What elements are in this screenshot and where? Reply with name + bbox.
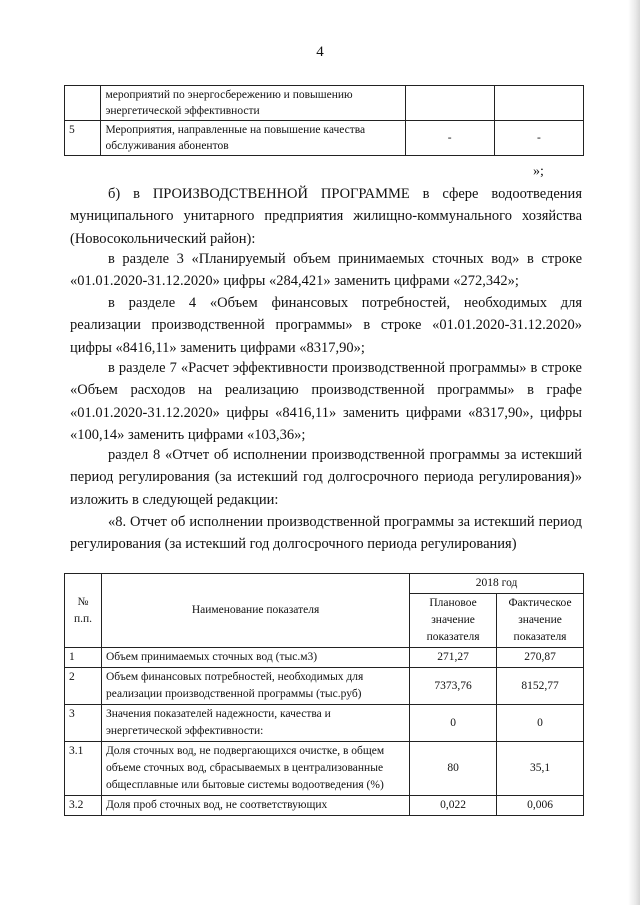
plan-value — [405, 86, 494, 121]
row-number: 3 — [65, 705, 102, 742]
measures-table-continuation — [64, 85, 584, 156]
fact-value: - — [494, 121, 583, 156]
paragraph-section-4: в разделе 4 «Объем финансовых потребностей, необходимых для реализации производственной программы» в строке «01.01.2020-31.12.2020» цифры «8416,11» заменить цифрами «8317,90»; — [70, 295, 582, 356]
fact-value: 8152,77 — [497, 668, 584, 705]
table-row — [65, 648, 584, 668]
fact-value: 270,87 — [497, 648, 584, 668]
plan-value: 0,022 — [410, 796, 497, 816]
row-number: 3.1 — [65, 742, 102, 796]
fact-value — [494, 86, 583, 121]
table-row — [65, 121, 584, 156]
measure-name: Мероприятия, направленные на повышение качества обслуживания абонентов — [101, 121, 405, 156]
header-name: Наименование показателя — [101, 574, 409, 648]
plan-value: - — [405, 121, 494, 156]
table-row — [65, 668, 584, 705]
row-number — [65, 86, 101, 121]
plan-value: 7373,76 — [410, 668, 497, 705]
indicator-name: Объем принимаемых сточных вод (тыс.м3) — [101, 648, 409, 668]
fact-value: 35,1 — [497, 742, 584, 796]
indicator-name: Доля проб сточных вод, не соответствующих — [101, 796, 409, 816]
table-header-row — [65, 574, 584, 594]
closing-quote: »; — [533, 164, 544, 179]
header-fact: Фактическое значение показателя — [497, 594, 584, 648]
header-plan: Плановое значение показателя — [410, 594, 497, 648]
table-row — [65, 742, 584, 796]
paragraph-section-8: раздел 8 «Отчет об исполнении производственной программы за истекший период регулирования (за истекший год долгосрочного периода регулирования)» изложить в следующей редакции: — [70, 447, 582, 508]
fact-value: 0,006 — [497, 796, 584, 816]
page-number: 4 — [316, 44, 324, 60]
header-year: 2018 год — [410, 574, 584, 594]
scan-edge-shadow — [628, 0, 640, 905]
table-row — [65, 705, 584, 742]
paragraph-program-header: б) в ПРОИЗВОДСТВЕННОЙ ПРОГРАММЕ в сфере водоотведения муниципального унитарного предприятия жилищно-коммунального хозяйства (Новосокольнический район): — [70, 186, 582, 247]
row-number: 3.2 — [65, 796, 102, 816]
table-row — [65, 86, 584, 121]
row-number: 5 — [65, 121, 101, 156]
paragraph-section-3: в разделе 3 «Планируемый объем принимаемых сточных вод» в строке «01.01.2020-31.12.2020» цифры «284,421» заменить цифрами «272,342»; — [70, 251, 582, 290]
row-number: 2 — [65, 668, 102, 705]
plan-value: 80 — [410, 742, 497, 796]
indicator-name: Объем финансовых потребностей, необходимых для реализации производственной программы (тыс.руб) — [101, 668, 409, 705]
fact-value: 0 — [497, 705, 584, 742]
paragraph-report-title: «8. Отчет об исполнении производственной программы за истекший период регулирования (за истекший год долгосрочного периода регулирования) — [70, 514, 582, 553]
paragraph-section-7: в разделе 7 «Расчет эффективности производственной программы» в строке «Объем расходов на реализацию производственной программы» в графе «01.01.2020-31.12.2020» цифры «8416,11» заменить цифрами «8317,90», цифры «100,14» заменить цифрами «103,36»; — [70, 360, 582, 443]
measure-name: мероприятий по энергосбережению и повышению энергетической эффективности — [101, 86, 405, 121]
plan-value: 271,27 — [410, 648, 497, 668]
report-table — [64, 573, 584, 816]
table-row — [65, 796, 584, 816]
indicator-name: Доля сточных вод, не подвергающихся очистке, в общем объеме сточных вод, сбрасываемых в централизованные общесплавные или бытовые системы водоотведения (%) — [101, 742, 409, 796]
indicator-name: Значения показателей надежности, качества и энергетической эффективности: — [101, 705, 409, 742]
plan-value: 0 — [410, 705, 497, 742]
row-number: 1 — [65, 648, 102, 668]
header-num: № п.п. — [65, 574, 102, 648]
